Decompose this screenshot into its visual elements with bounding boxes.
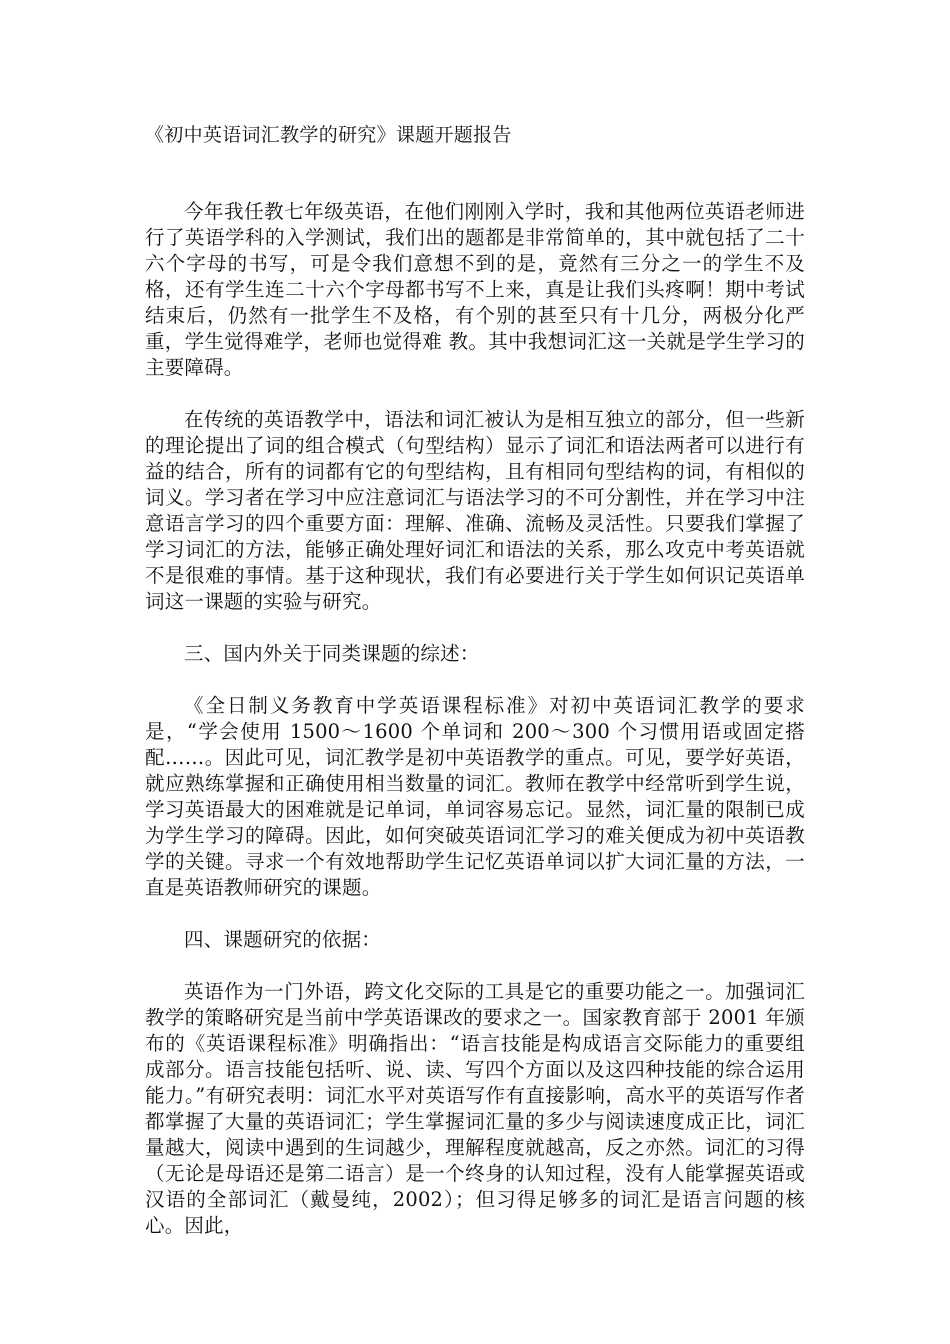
section-heading-basis: 四、课题研究的依据： — [184, 928, 382, 951]
document-page — [145, 122, 805, 1239]
section-heading-review: 三、国内外关于同类课题的综述： — [184, 642, 480, 665]
paragraph-background-2: 在传统的英语教学中，语法和词汇被认为是相互独立的部分，但一些新的理论提出了词的组合模式（句型结构）显示了词汇和语法两者可以进行有益的结合，所有的词都有它的句型结构，且有相同句型结构的词，有相似的词义。学习者在学习中应注意词汇与语法学习的不可分割性，并在学习中注意语言学习的四个重要方面：理解、准确、流畅及灵活性。只要我们掌握了学习词汇的方法，能够正确处理好词汇和语法的关系，那么攻克中考英语就不是很难的事情。基于这种现状，我们有必要进行关于学生如何识记英语单词这一课题的实验与研究。 — [145, 408, 805, 613]
paragraph-review: 《全日制义务教育中学英语课程标准》对初中英语词汇教学的要求是，“学会使用 1500～1600 个单词和 200～300 个习惯用语或固定搭配……。因此可见，词汇教学是初中英语教学的重点。可见，要学好英语，就应熟练掌握和正确使用相当数量的词汇。教师在教学中经常听到学生说，学习英语最大的困难就是记单词，单词容易忘记。显然，词汇量的限制已成为学生学习的障碍。因此，如何突破英语词汇学习的难关便成为初中英语教学的关键。寻求一个有效地帮助学生记忆英语单词以扩大词汇量的方法，一直是英语教师研究的课题。 — [145, 694, 805, 899]
document-title: 《初中英语词汇教学的研究》课题开题报告 — [145, 124, 512, 146]
paragraph-background-1: 今年我任教七年级英语，在他们刚刚入学时，我和其他两位英语老师进行了英语学科的入学测试，我们出的题都是非常简单的，其中就包括了二十六个字母的书写，可是令我们意想不到的是，竟然有三分之一的学生不及格，还有学生连二十六个字母都书写不上来，真是让我们头疼啊！期中考试结束后，仍然有一批学生不及格，有个别的甚至只有十几分，两极分化严重，学生觉得难学，老师也觉得难 教。其中我想词汇这一关就是学生学习的主要障碍。 — [145, 200, 805, 379]
paragraph-basis: 英语作为一门外语，跨文化交际的工具是它的重要功能之一。加强词汇教学的策略研究是当前中学英语课改的要求之一。国家教育部于 2001 年颁布的《英语课程标准》明确指出：“语言技能是构成语言交际能力的重要组成部分。语言技能包括听、说、读、写四个方面以及这四种技能的综合运用能力。”有研究表明：词汇水平对英语写作有直接影响，高水平的英语写作者都掌握了大量的英语词汇；学生掌握词汇量的多少与阅读速度成正比，词汇量越大，阅读中遇到的生词越少，理解程度就越高，反之亦然。词汇的习得（无论是母语还是第二语言）是一个终身的认知过程，没有人能掌握英语或汉语的全部词汇（戴曼纯，2002）；但习得足够多的词汇是语言问题的核心。因此， — [145, 980, 805, 1237]
